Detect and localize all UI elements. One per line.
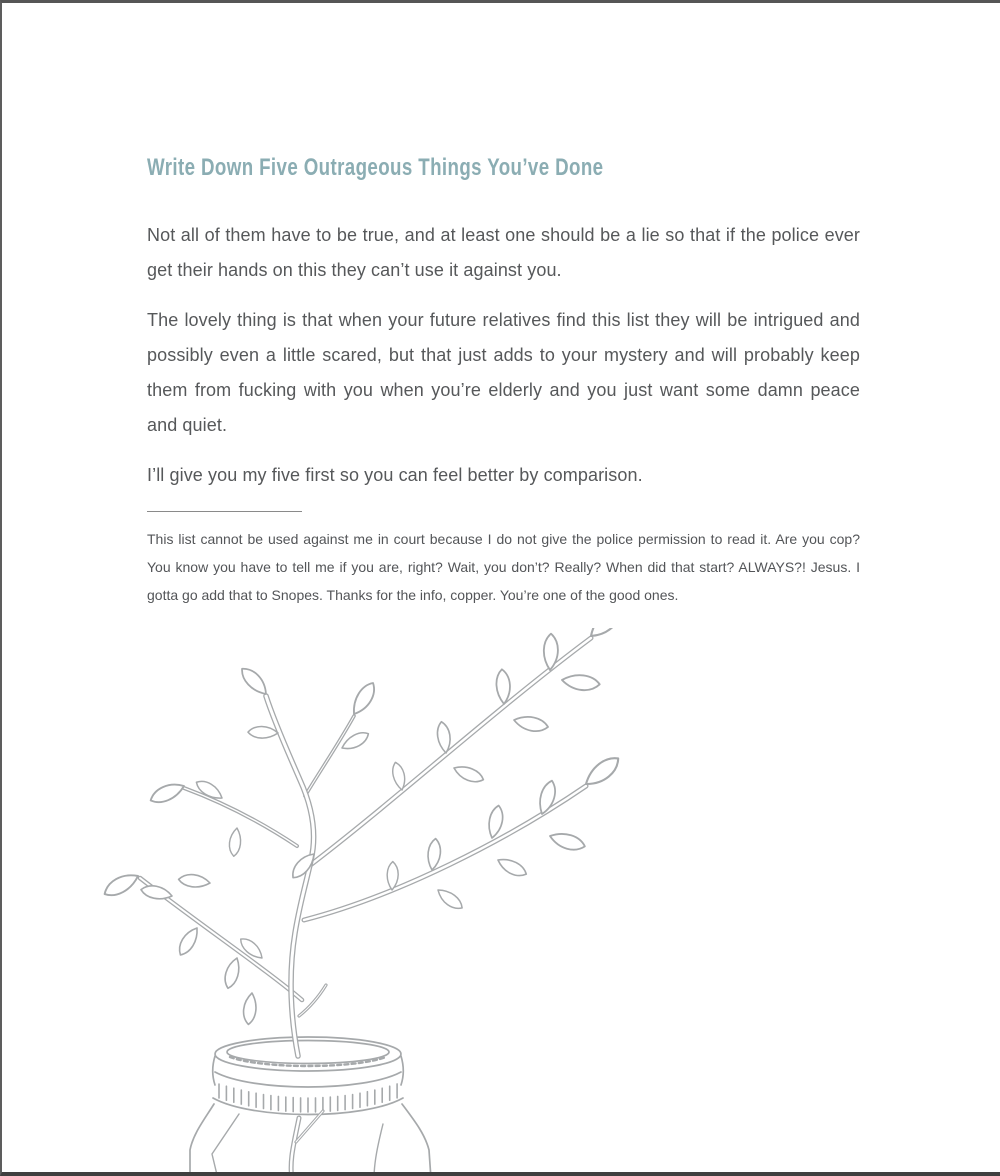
jar-rim-inner [227,1041,389,1064]
leaves [102,628,627,1025]
jar-screw-ribs [219,1084,397,1112]
jar-band-top [215,1072,401,1087]
leaf [345,681,382,716]
page-title: Write Down Five Outrageous Things You’ve Done [147,154,604,181]
leaf [436,883,463,914]
leaf [584,628,627,638]
jar-body-right [402,1104,431,1176]
plant-in-jar-illustration [102,628,662,1176]
jar-body-left [190,1104,214,1176]
leaf [497,851,528,882]
jar-highlight-left [212,1114,239,1176]
jar-rim-hatch [230,1057,386,1066]
leaf [173,926,205,956]
jar-highlight-right [374,1124,383,1176]
leaf [218,957,247,990]
leaf [149,784,185,803]
leaf [240,663,268,699]
body-paragraph: I’ll give you my five first so you can feel better by comparison. [147,465,643,485]
text-column [147,3,860,609]
leaf [537,633,564,671]
leaf [224,827,247,857]
body-paragraph: The lovely thing is that when your future relatives find this list they will be intrigued and possibly even a little scared, but that just adds to your mystery and will probably keep them from fucking with you when you’re elderly and you just want some damn peace and quiet. [147,310,860,435]
mason-jar [190,1037,431,1176]
leaf [238,992,263,1025]
body-paragraph: Not all of them have to be true, and at least one should be a lie so that if the police ever get their hands on this they can’t use it against you. [147,225,860,280]
body-copy [147,218,860,493]
leaf [178,869,211,894]
footnote-text: This list cannot be used against me in court because I do not give the police permission to read it. Are you cop? You know you have to tell me if you are, right? Wait, you don’t? Really? When did that start? ALWAYS?! Jesus. I gotta go add that to Snopes. Thanks for the info, copper. You’re one of the good ones. [147,531,860,603]
leaf [391,762,406,790]
leaf [513,708,549,738]
leaf [549,825,587,858]
leaf [581,756,624,787]
leaf [531,779,563,815]
leaf [453,759,485,789]
footnote-divider [147,511,302,512]
leaf [561,667,601,698]
leaf [287,852,320,879]
leaf [102,874,140,897]
